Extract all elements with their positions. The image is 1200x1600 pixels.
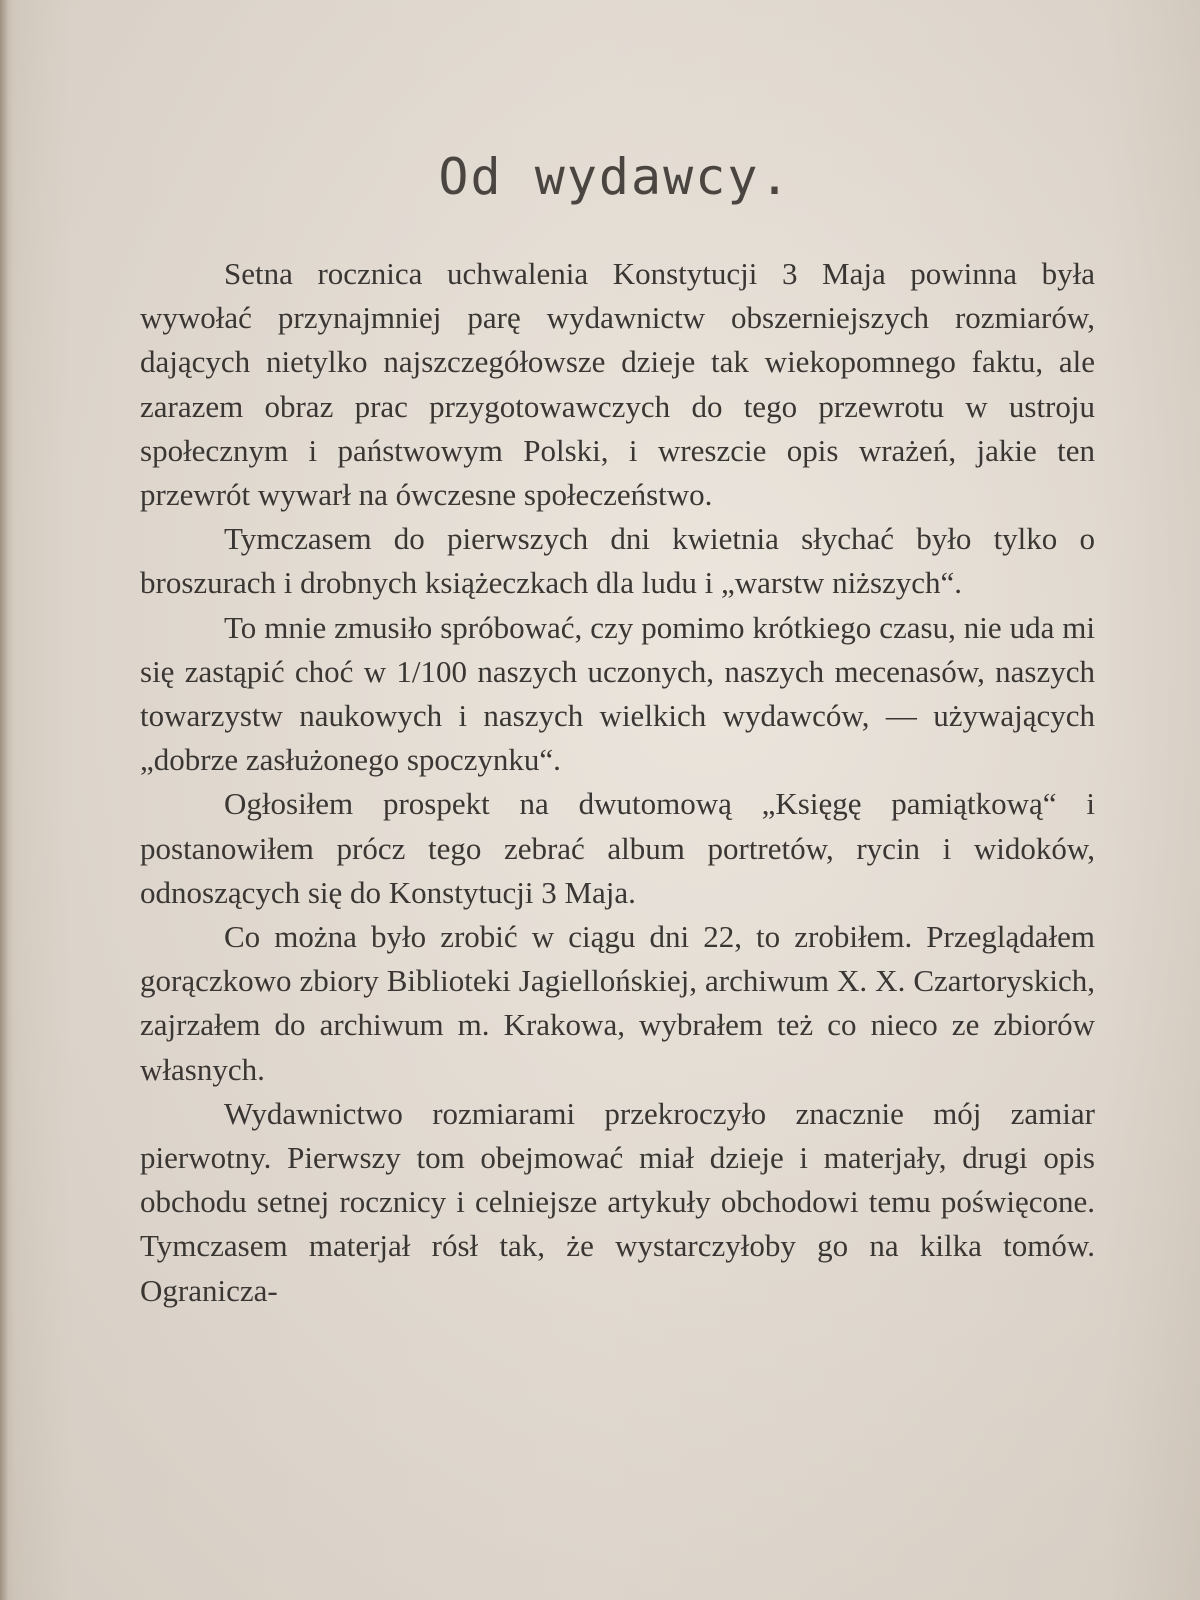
paragraph-2: Tymczasem do pierwszych dni kwietnia słychać było tylko o broszurach i drobnych książeczkach dla ludu i „warstw niższych“. [140, 521, 1095, 601]
paragraph-1: Setna rocznica uchwalenia Konstytucji 3 Maja powinna była wywołać przynajmniej parę wydawnictw obszerniejszych rozmiarów, dających nietylko najszczegółowsze dzieje tak wiekopomnego faktu, ale zarazem obraz prac przygotowawczych do tego przewrotu w ustroju społecznym i państwowym Polski, i wreszcie opis wrażeń, jakie ten przewrót wywarł na ówczesne społeczeństwo. [140, 256, 1095, 513]
page-edge-shadow [0, 0, 14, 1600]
paragraph-4: Ogłosiłem prospekt na dwutomową „Księgę pamiątkową“ i postanowiłem prócz tego zebrać album portretów, rycin i widoków, odnoszących się do Konstytucji 3 Maja. [140, 786, 1095, 910]
paragraph-6: Wydawnictwo rozmiarami przekroczyło znacznie mój zamiar pierwotny. Pierwszy tom obejmować miał dzieje i materjały, drugi opis obchodu setnej rocznicy i celniejsze artykuły obchodowi temu poświęcone. Tymczasem materjał rósł tak, że wystarczyłoby go na kilka tomów. Ogranicza- [140, 1095, 1095, 1308]
page-title: Od wydawcy. [438, 148, 792, 206]
paragraph-5: Co można było zrobić w ciągu dni 22, to zrobiłem. Przeglądałem gorączkowo zbiory Biblioteki Jagiellońskiej, archiwum X. X. Czartoryskich, zajrzałem do archiwum m. Krakowa, wybrałem też co nieco ze zbiorów własnych. [140, 919, 1095, 1087]
paragraph-3: To mnie zmusiło spróbować, czy pomimo krótkiego czasu, nie uda mi się zastąpić choć w 1/100 naszych uczonych, naszych mecenasów, naszych towarzystw naukowych i naszych wielkich wydawców, — używających „dobrze zasłużonego spoczynku“. [140, 609, 1095, 778]
body-text [140, 252, 1095, 1313]
